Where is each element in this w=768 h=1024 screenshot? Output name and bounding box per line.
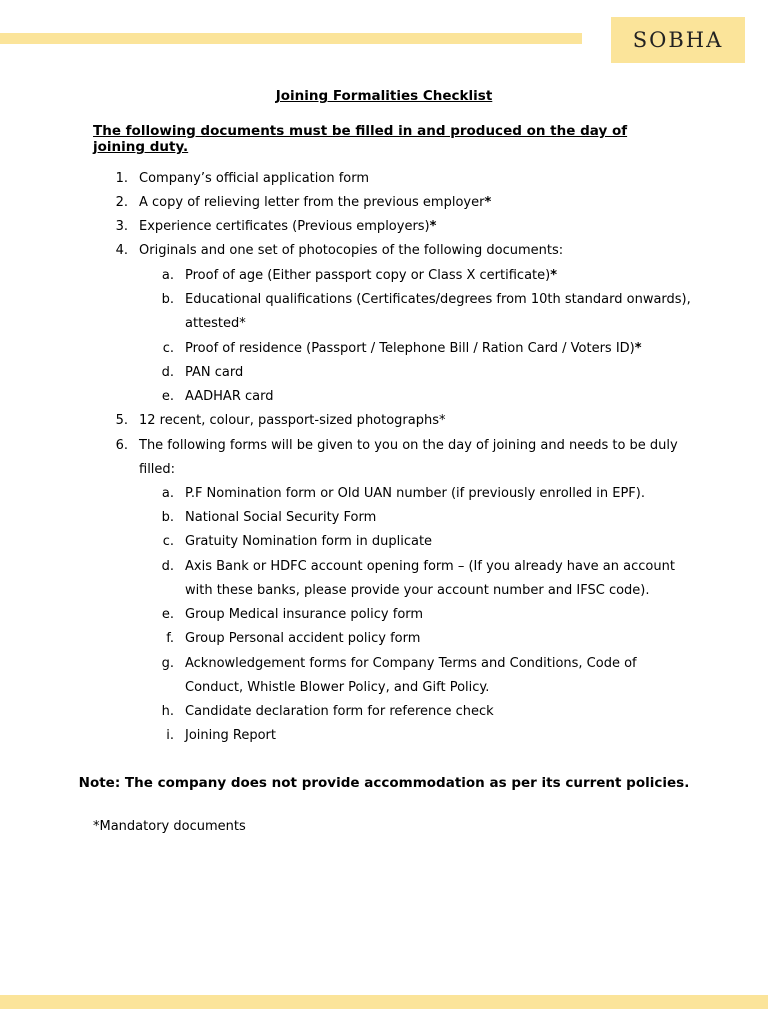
item-text: Proof of residence (Passport / Telephone Bill / Ration Card / Voters ID)*: [185, 341, 642, 356]
item-text: Proof of age (Either passport copy or Class X certificate)*: [185, 268, 558, 283]
item-text: Joining Report: [185, 728, 276, 743]
item-letter: e.: [161, 607, 174, 622]
item-number: 5.: [115, 413, 128, 428]
item-text: Group Medical insurance policy form: [185, 607, 424, 622]
item-letter: b.: [161, 510, 174, 525]
item-number: 4.: [115, 243, 128, 258]
item-text: with these banks, please provide your account number and IFSC code).: [185, 583, 650, 598]
item-number: 3.: [115, 219, 128, 234]
item-letter: e.: [161, 389, 174, 404]
item-letter: h.: [161, 704, 174, 719]
item-text: Educational qualifications (Certificates/degrees from 10th standard onwards),: [185, 292, 691, 307]
item-text: P.F Nomination form or Old UAN number (if previously enrolled in EPF).: [185, 486, 645, 501]
item-text: AADHAR card: [185, 389, 274, 404]
item-text: Experience certificates (Previous employers)*: [139, 219, 437, 234]
accommodation-note: Note: The company does not provide accommodation as per its current policies.: [78, 775, 690, 791]
item-text: Gratuity Nomination form in duplicate: [185, 534, 433, 549]
item-text: filled:: [139, 462, 176, 477]
item-number: 2.: [115, 195, 128, 210]
item-text: Conduct, Whistle Blower Policy, and Gift Policy.: [185, 680, 490, 695]
item-text: The following forms will be given to you on the day of joining and needs to be duly: [139, 438, 678, 453]
item-text: National Social Security Form: [185, 510, 377, 525]
bottom-accent-band: [0, 995, 768, 1009]
item-number: 1.: [115, 171, 128, 186]
mandatory-footnote: *Mandatory documents: [93, 819, 246, 834]
item-text: 12 recent, colour, passport-sized photographs*: [139, 413, 446, 428]
top-accent-band: [0, 33, 582, 44]
item-letter: d.: [161, 559, 174, 574]
item-letter: c.: [162, 341, 174, 356]
item-text: Axis Bank or HDFC account opening form – (If you already have an account: [185, 559, 675, 574]
item-letter: a.: [161, 486, 174, 501]
item-text: Candidate declaration form for reference check: [185, 704, 494, 719]
item-letter: d.: [161, 365, 174, 380]
item-text: A copy of relieving letter from the previous employer*: [139, 195, 492, 210]
item-number: 6.: [115, 438, 128, 453]
item-letter: a.: [161, 268, 174, 283]
item-text: Originals and one set of photocopies of the following documents:: [139, 243, 564, 258]
item-text: Group Personal accident policy form: [185, 631, 421, 646]
item-letter: g.: [161, 656, 174, 671]
page-title: Joining Formalities Checklist: [275, 88, 493, 104]
item-text: attested*: [185, 316, 246, 331]
item-letter: f.: [166, 631, 174, 646]
item-letter: b.: [161, 292, 174, 307]
item-text: PAN card: [185, 365, 244, 380]
item-letter: c.: [162, 534, 174, 549]
item-text: Acknowledgement forms for Company Terms and Conditions, Code of: [185, 656, 637, 671]
sobha-logo: SOBHA: [611, 17, 745, 63]
item-text: Company’s official application form: [139, 171, 370, 186]
intro-heading: The following documents must be filled in and produced on the day of joining duty.: [93, 123, 628, 155]
item-letter: i.: [166, 728, 174, 743]
